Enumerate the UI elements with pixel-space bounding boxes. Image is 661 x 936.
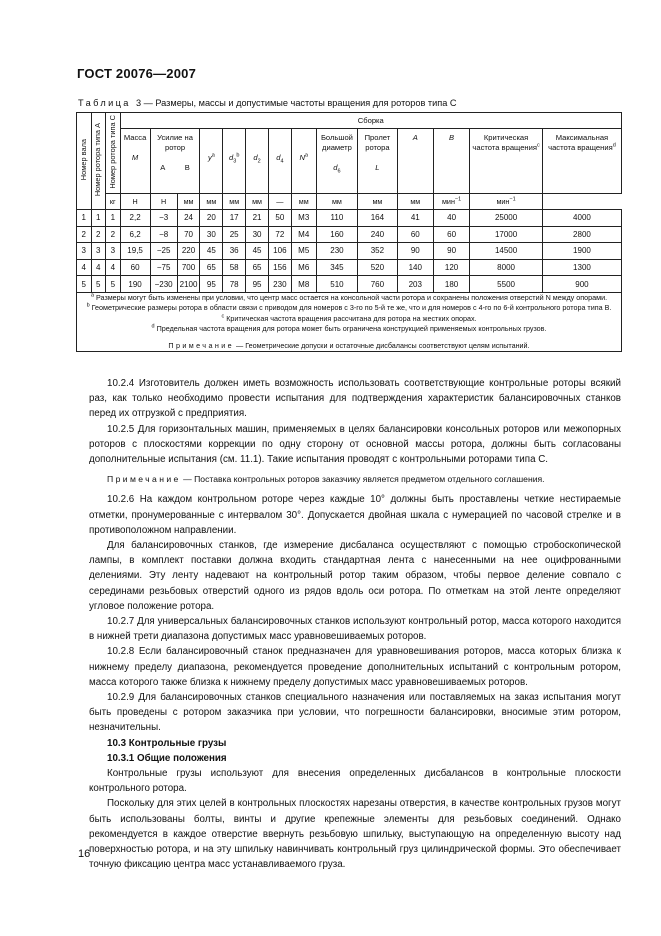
table-cell: 1	[106, 210, 121, 227]
unit-cell: мин$^{-1}$	[470, 194, 543, 210]
unit-cell: Н	[150, 194, 177, 210]
table-cell: 156	[268, 259, 291, 276]
table-footnotes	[77, 292, 622, 351]
table-cell: 1300	[542, 259, 621, 276]
heading-10-3: 10.3 Контрольные грузы	[107, 737, 227, 749]
table-cell: 78	[223, 276, 246, 293]
footnote-d: $^d$ Предельная частота вращения для ротора может быть ограничена конструкцией применяемых контрольных грузов.	[151, 323, 547, 334]
table-cell: 220	[177, 243, 200, 260]
table-cell: 520	[358, 259, 397, 276]
table-cell: 3	[91, 243, 106, 260]
col-header-max-speed: Максимальная частота вращения$^d$	[542, 129, 621, 194]
table-cell: 95	[200, 276, 223, 293]
table-cell: 50	[268, 210, 291, 227]
table-cell: 41	[397, 210, 433, 227]
col-header-y: $y^a$	[200, 129, 223, 194]
footnote-b: $^b$ Геометрические размеры ротора в области связи с приводом для номеров с 3-го по 5-й те же, что и для номеров с 4-го по 6-й контрольного ротора типа В.	[86, 302, 612, 313]
table-cell: 120	[433, 259, 469, 276]
col-header-critical-speed: Критическая частота вращения$^c$	[470, 129, 543, 194]
table-cell: 4	[77, 259, 92, 276]
table-cell: 510	[316, 276, 358, 293]
table-cell: 30	[246, 226, 269, 243]
document-header: ГОСТ 20076—2007	[77, 66, 196, 81]
paragraph-stroboscope: Для балансировочных станков, где измерение дисбаланса осуществляют с помощью стробоскопической лампы, в комплект поставки должна входить стандартная лента с нанесенными на нее оцифрованными делениями. Эту ленту надевают на контрольный ротор таким образом, чтобы первое деление совпало с серединами резьбовых отверстий одного из рядов вдоль оси ротора. По отметкам на этой ленте определяют угловое положение ротора.	[89, 540, 621, 612]
table-caption	[78, 98, 457, 108]
col-header-a: A	[397, 129, 433, 194]
table-cell: 24	[177, 210, 200, 227]
table-cell: M3	[291, 210, 316, 227]
dimensions-table	[76, 112, 622, 352]
footnote-c: $^c$ Критическая частота вращения рассчитана для ротора на жестких опорах.	[221, 313, 477, 323]
table-cell: 60	[397, 226, 433, 243]
table-cell: −3	[150, 210, 177, 227]
table-cell: −75	[150, 259, 177, 276]
table-cell: M5	[291, 243, 316, 260]
table-cell: 30	[200, 226, 223, 243]
unit-cell: мм	[316, 194, 358, 210]
col-header-assembly: Сборка	[120, 113, 621, 129]
table-cell: 90	[433, 243, 469, 260]
table-cell: 19,5	[120, 243, 150, 260]
table-cell: 106	[268, 243, 291, 260]
unit-cell: кг	[106, 194, 121, 210]
table-cell: 190	[120, 276, 150, 293]
unit-cell: мм	[177, 194, 200, 210]
table-cell: 110	[316, 210, 358, 227]
table-cell: 4000	[542, 210, 621, 227]
table-cell: M6	[291, 259, 316, 276]
table-cell: 5	[77, 276, 92, 293]
page-number: 16	[78, 848, 91, 860]
table-cell: 2,2	[120, 210, 150, 227]
body-text	[89, 376, 621, 873]
paragraph-weights: Контрольные грузы используют для внесения определенных дисбалансов в контрольные плоскости контрольного ротора.	[89, 768, 621, 795]
paragraph-10-2-9: 10.2.9 Для балансировочных станков специального назначения или поставляемых на заказ испытания могут быть проведены с ротором заказчика при условии, что погрешности балансировки, вносимые этим ротором, незначительны.	[89, 692, 621, 734]
paragraph-10-2-5: 10.2.5 Для горизонтальных машин, применяемых в целях балансировки консольных роторов или межопорных роторов с плоскостями коррекции по одну сторону от основной массы ротора, должны быть согласованы дополнительные испытания (см. 11.1). Такие испытания проводят с контрольными роторами типа С.	[89, 423, 621, 466]
table-cell: 230	[268, 276, 291, 293]
table-cell: 25	[223, 226, 246, 243]
table-cell: 352	[358, 243, 397, 260]
paragraph-10-2-6: 10.2.6 На каждом контрольном роторе через каждые 10° должны быть проставлены четкие нестираемые отметки, пронумерованные с интервалом 30°. Допускается двойная шкала с нумерацией по часовой стрелке и в противоположном направлении.	[89, 494, 621, 536]
col-header-d2: $d_2$	[246, 129, 269, 194]
table-cell: 2	[77, 226, 92, 243]
table-cell: 36	[223, 243, 246, 260]
col-header-span: Пролет ротора L	[358, 129, 397, 194]
table-cell: 95	[246, 276, 269, 293]
footnote-a: $^a$ Размеры могут быть изменены при условии, что центр масс остается на консольной части ротора и сохранены положения отверстий N между опорами.	[90, 292, 608, 302]
table-cell: 3	[77, 243, 92, 260]
table-cell: 2	[106, 226, 121, 243]
table-cell: 60	[120, 259, 150, 276]
table-row	[77, 276, 622, 293]
table-cell: 345	[316, 259, 358, 276]
table-cell: 164	[358, 210, 397, 227]
col-header-d3: $d_3^b$	[223, 129, 246, 194]
col-header-b: B	[433, 129, 469, 194]
unit-cell: мин$^{-1}$	[433, 194, 469, 210]
table-cell: 900	[542, 276, 621, 293]
table-cell: −25	[150, 243, 177, 260]
table-cell: 203	[397, 276, 433, 293]
table-cell: 2800	[542, 226, 621, 243]
table-cell: 40	[433, 210, 469, 227]
table-cell: 8000	[470, 259, 543, 276]
table-cell: 45	[200, 243, 223, 260]
col-header-max-diameter: Большой диаметр $d_6$	[316, 129, 358, 194]
col-header-force: Усилие на ротор A B	[150, 129, 200, 194]
col-header-mass: Масса M	[120, 129, 150, 194]
table-cell: 21	[246, 210, 269, 227]
unit-cell: мм	[223, 194, 246, 210]
table-cell: 45	[246, 243, 269, 260]
paragraph-10-2-7: 10.2.7 Для универсальных балансировочных станков используют контрольный ротор, масса которого находится в нижней трети диапазона допустимых масс уравновешиваемых роторов.	[89, 616, 621, 643]
table-cell: −230	[150, 276, 177, 293]
col-header-d4: $d_4$	[268, 129, 291, 194]
table-cell: 160	[316, 226, 358, 243]
table-cell: 17000	[470, 226, 543, 243]
table-cell: −8	[150, 226, 177, 243]
table-cell: 6,2	[120, 226, 150, 243]
table-cell: 180	[433, 276, 469, 293]
table-caption-label: Таблица	[78, 98, 131, 108]
unit-cell: мм	[291, 194, 316, 210]
unit-cell: Н	[120, 194, 150, 210]
unit-cell: —	[268, 194, 291, 210]
table-cell: 4	[106, 259, 121, 276]
table-cell: 700	[177, 259, 200, 276]
table-row	[77, 226, 622, 243]
table-cell: 65	[200, 259, 223, 276]
table-row	[77, 210, 622, 227]
table-cell: 25000	[470, 210, 543, 227]
table-cell: 5	[91, 276, 106, 293]
table-cell: 72	[268, 226, 291, 243]
table-cell: 2	[91, 226, 106, 243]
table-cell: 230	[316, 243, 358, 260]
table-cell: 2100	[177, 276, 200, 293]
table-cell: 90	[397, 243, 433, 260]
col-header-rotor-a: Номер ротора типа А	[91, 113, 106, 210]
table-cell: 760	[358, 276, 397, 293]
col-header-n: $N^a$	[291, 129, 316, 194]
heading-10-3-1: 10.3.1 Общие положения	[107, 752, 227, 764]
table-cell: M4	[291, 226, 316, 243]
table-row	[77, 243, 622, 260]
table-cell: 65	[246, 259, 269, 276]
unit-cell: мм	[200, 194, 223, 210]
table-cell: 4	[91, 259, 106, 276]
table-cell: 70	[177, 226, 200, 243]
units-row	[77, 194, 622, 210]
col-header-shaft-no: Номер вала	[77, 113, 92, 210]
table-cell: 5500	[470, 276, 543, 293]
table-cell: 1	[91, 210, 106, 227]
unit-cell: мм	[397, 194, 433, 210]
table-cell: 60	[433, 226, 469, 243]
table-cell: 240	[358, 226, 397, 243]
paragraph-10-2-4: 10.2.4 Изготовитель должен иметь возможность использовать соответствующие контрольные роторы всякий раз, как только необходимо провести испытания для подтверждения характеристик балансировочных станков перед их отгрузкой с предприятия.	[89, 378, 621, 420]
paragraph-holes: Поскольку для этих целей в контрольных плоскостях нарезаны отверстия, в качестве контрольных грузов могут быть использованы болты, винты и другие крепежные элементы для резьбовых соединений. Однако рекомендуется в каждое отверстие ввернуть резьбовую шпильку, выступающую на определенную высоту над поверхностью ротора, и на эту шпильку навинчивать контрольный груз цилиндрической формы. Это обеспечивает точную фиксацию центра масс устанавливаемого груза.	[89, 798, 621, 871]
table-row	[77, 259, 622, 276]
body-note: Примечание — Поставка контрольных роторов заказчику является предметом отдельного соглашения.	[107, 474, 545, 485]
dimensions-table-wrapper	[76, 112, 622, 352]
table-cell: 1	[77, 210, 92, 227]
table-cell: 140	[397, 259, 433, 276]
table-cell: 14500	[470, 243, 543, 260]
table-body	[77, 210, 622, 293]
table-cell: 3	[106, 243, 121, 260]
table-footnotes-row	[77, 292, 622, 351]
table-cell: 17	[223, 210, 246, 227]
unit-cell: мм	[358, 194, 397, 210]
table-cell: 20	[200, 210, 223, 227]
table-caption-text: 3 — Размеры, массы и допустимые частоты вращения для роторов типа С	[135, 98, 457, 108]
table-note: Примечание — Геометрические допуски и остаточные дисбалансы соответствуют целям испытаний.	[168, 340, 530, 350]
table-cell: 58	[223, 259, 246, 276]
table-cell: M8	[291, 276, 316, 293]
paragraph-10-2-8: 10.2.8 Если балансировочный станок предназначен для уравновешивания роторов, масса которых близка к нижнему пределу диапазона, рекомендуется проведение дополнительных испытаний с контрольным ротором, масса которого также близка к нижнему пределу допустимых масс уравновешиваемых роторов.	[89, 646, 621, 688]
table-cell: 1900	[542, 243, 621, 260]
unit-cell: мм	[246, 194, 269, 210]
table-cell: 5	[106, 276, 121, 293]
col-header-rotor-c: Номер ротора типа С	[106, 113, 121, 194]
